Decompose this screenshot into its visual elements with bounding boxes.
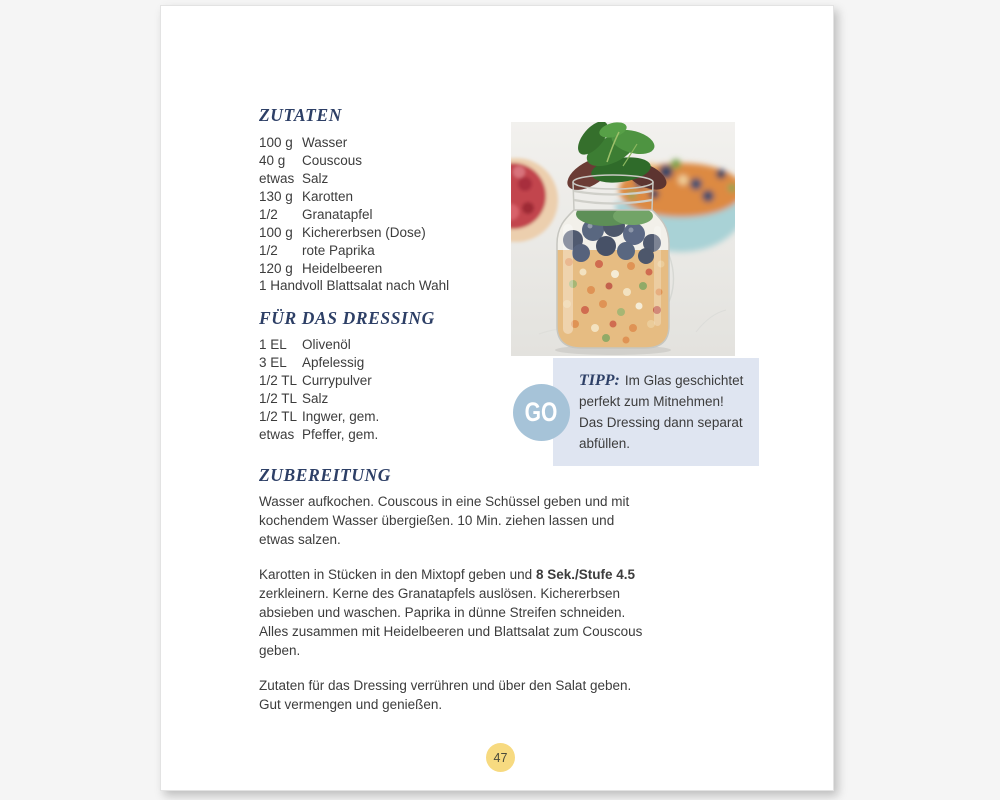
ingredient-quantity: 40 g [259, 152, 286, 168]
ingredient-quantity: 1 EL [259, 336, 287, 352]
zubereitung-paragraph: Wasser aufkochen. Couscous in eine Schüssel geben und mit kochendem Wasser übergießen. 10 Min. ziehen lassen und etwas salzen. [259, 494, 630, 547]
ingredient-row [259, 187, 426, 205]
ingredient-quantity: 3 EL [259, 354, 287, 370]
ingredient-quantity: etwas [259, 426, 295, 442]
page-number-badge [486, 743, 515, 772]
ingredient-quantity: etwas [259, 170, 295, 186]
ingredient-name: Karotten [302, 188, 354, 204]
ingredient-row [259, 133, 426, 151]
zutaten-list [259, 133, 426, 277]
dressing-heading: FÜR DAS DRESSING [259, 308, 435, 328]
recipe-photo [511, 122, 735, 356]
tip-label: TIPP: [579, 372, 620, 389]
ingredient-row [259, 371, 379, 389]
ingredient-name: Apfelessig [302, 354, 365, 370]
ingredient-name: Couscous [302, 152, 363, 168]
ingredient-name: Olivenöl [302, 336, 351, 352]
ingredient-row [259, 335, 379, 353]
ingredient-row [259, 241, 426, 259]
ingredient-quantity: 130 g [259, 188, 293, 204]
zubereitung-text [259, 492, 651, 730]
page-number: 47 [493, 750, 508, 765]
dressing-list [259, 335, 379, 443]
ingredient-name: Wasser [302, 134, 348, 150]
ingredient-row [259, 425, 379, 443]
zubereitung-heading: ZUBEREITUNG [259, 465, 392, 485]
ingredient-quantity: 1/2 [259, 242, 278, 258]
ingredient-row [259, 389, 379, 407]
ingredient-row [259, 353, 379, 371]
ingredient-quantity: 120 g [259, 260, 293, 276]
zubereitung-paragraph: Zutaten für das Dressing verrühren und über den Salat geben. Gut vermengen und genießen. [259, 678, 632, 712]
ingredient-name: Salz [302, 170, 329, 186]
ingredient-row [259, 223, 426, 241]
ingredient-quantity: 100 g [259, 134, 293, 150]
ingredient-name: Pfeffer, gem. [302, 426, 379, 442]
ingredient-name: Heidelbeeren [302, 260, 383, 276]
ingredient-quantity: 1/2 TL [259, 372, 298, 388]
ingredient-quantity: 100 g [259, 224, 293, 240]
ingredient-row [259, 151, 426, 169]
tip-text: Im Glas geschichtet perfekt zum Mitnehmen! Das Dressing dann separat abfüllen. [579, 373, 744, 451]
zutaten-note: 1 Handvoll Blattsalat nach Wahl [259, 278, 450, 293]
ingredient-row [259, 205, 426, 223]
ingredient-name: rote Paprika [302, 242, 375, 258]
book-page [160, 5, 834, 791]
ingredient-name: Kichererbsen (Dose) [302, 224, 426, 240]
go-badge-label: GO [525, 397, 558, 427]
tip-box [553, 358, 759, 466]
ingredient-row [259, 259, 426, 277]
ingredient-quantity: 1/2 TL [259, 408, 298, 424]
ingredient-name: Currypulver [302, 372, 372, 388]
zutaten-heading: ZUTATEN [259, 105, 342, 125]
zubereitung-paragraph: Karotten in Stücken in den Mixtopf geben und 8 Sek./Stufe 4.5 zerkleinern. Kerne des Granatapfels auslösen. Kichererbsen absieben und waschen. Paprika in dünne Streifen schneiden. Alles zusammen mit Heidelbeeren und Blattsalat zum Couscous geben. [259, 567, 643, 658]
ingredient-row [259, 169, 426, 187]
ingredient-quantity: 1/2 [259, 206, 278, 222]
recipe-photo-illustration [511, 122, 735, 356]
go-badge [513, 384, 570, 441]
ingredient-name: Salz [302, 390, 329, 406]
ingredient-name: Ingwer, gem. [302, 408, 380, 424]
ingredient-quantity: 1/2 TL [259, 390, 298, 406]
ingredient-name: Granatapfel [302, 206, 373, 222]
ingredient-row [259, 407, 379, 425]
